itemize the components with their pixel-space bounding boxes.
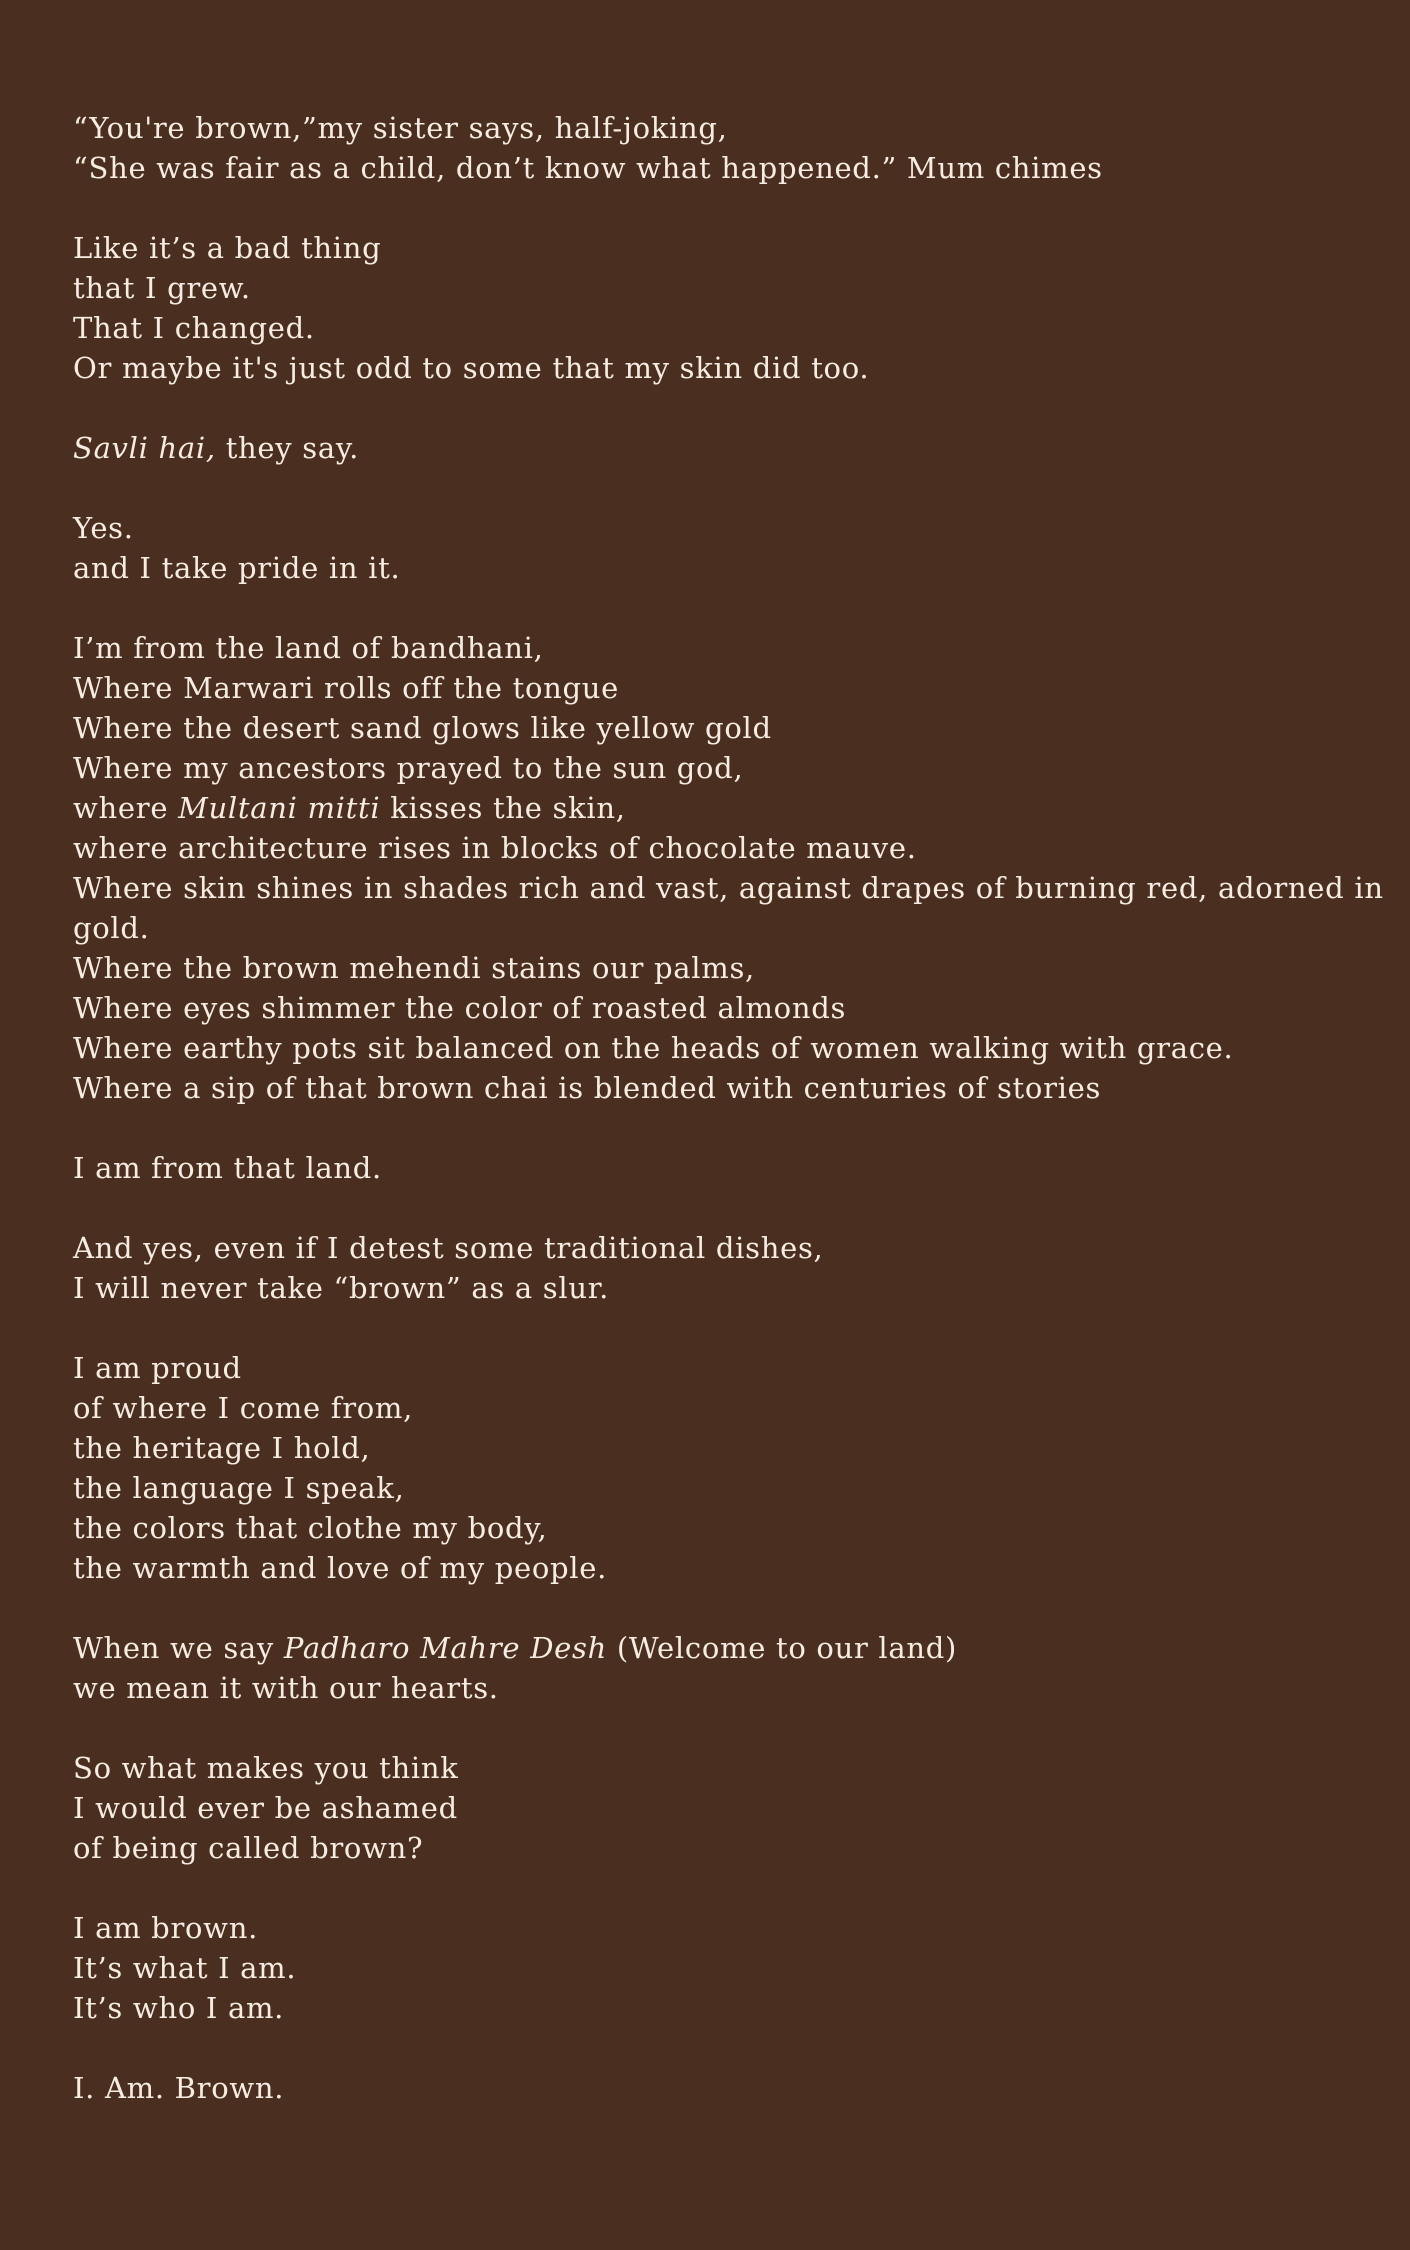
poem-line (73, 1628, 1393, 1668)
poem-line: and I take pride in it. (73, 551, 401, 585)
poem-line: It’s who I am. (73, 1991, 285, 2025)
stanza-10 (73, 1748, 1393, 1868)
stanza-8 (73, 1348, 1393, 1588)
poem-line: of being called brown? (73, 1831, 424, 1865)
poem-line: Where the brown mehendi stains our palms, (73, 951, 755, 985)
poem-line: “She was fair as a child, don’t know what happened.” Mum chimes (73, 151, 1103, 185)
poem-line: I. Am. Brown. (73, 2071, 285, 2105)
poem-line: It’s what I am. (73, 1951, 297, 1985)
poem-body (73, 108, 1393, 2148)
poem-line: the colors that clothe my body, (73, 1511, 548, 1545)
poem-line: I would ever be ashamed (73, 1791, 458, 1825)
line-text: kisses the skin, (380, 791, 626, 825)
poem-line: the heritage I hold, (73, 1431, 371, 1465)
poem-line: Where Marwari rolls off the tongue (73, 671, 620, 705)
poem-line: Or maybe it's just odd to some that my skin did too. (73, 351, 870, 385)
poem-line: Where eyes shimmer the color of roasted almonds (73, 991, 847, 1025)
stanza-11 (73, 1908, 1393, 2028)
italic-phrase: Padharo Mahre Desh (283, 1631, 607, 1665)
poem-line: I am brown. (73, 1911, 258, 1945)
italic-phrase: Savli hai, (73, 431, 216, 465)
poem-line: Yes. (73, 511, 134, 545)
stanza-2 (73, 228, 1393, 388)
poem-line: that I grew. (73, 271, 251, 305)
line-text: (Welcome to our land) (606, 1631, 958, 1665)
stanza-7 (73, 1228, 1393, 1308)
poem-line: Where the desert sand glows like yellow gold (73, 711, 772, 745)
poem-line: And yes, even if I detest some traditional dishes, (73, 1231, 824, 1265)
poem-line: I am from that land. (73, 1151, 382, 1185)
poem-line: Where my ancestors prayed to the sun god, (73, 751, 744, 785)
poem-line: So what makes you think (73, 1751, 459, 1785)
poem-line: That I changed. (73, 311, 315, 345)
stanza-12 (73, 2068, 1393, 2108)
poem-line: where architecture rises in blocks of chocolate mauve. (73, 831, 917, 865)
italic-phrase: Multani mitti (178, 791, 381, 825)
poem-line: Like it’s a bad thing (73, 231, 382, 265)
poem-line: Where earthy pots sit balanced on the heads of women walking with grace. (73, 1031, 1234, 1065)
poem-line: “You're brown,”my sister says, half-joking, (73, 111, 728, 145)
poem-line: we mean it with our hearts. (73, 1671, 499, 1705)
poem-line: of where I come from, (73, 1391, 414, 1425)
poem-line: the language I speak, (73, 1471, 405, 1505)
poem-line (73, 428, 1393, 468)
stanza-4 (73, 508, 1393, 588)
poem-line (73, 788, 1393, 828)
stanza-6 (73, 1148, 1393, 1188)
poem-line: the warmth and love of my people. (73, 1551, 607, 1585)
line-text: they say. (215, 431, 360, 465)
line-text: where (73, 791, 179, 825)
stanza-5 (73, 628, 1393, 1108)
stanza-3 (73, 428, 1393, 468)
poem-line: I am proud (73, 1351, 242, 1385)
line-text: When we say (73, 1631, 284, 1665)
poem-line: I will never take “brown” as a slur. (73, 1271, 609, 1305)
poem-line: Where a sip of that brown chai is blended with centuries of stories (73, 1071, 1102, 1105)
stanza-9 (73, 1628, 1393, 1708)
stanza-1 (73, 108, 1393, 188)
poem-line: I’m from the land of bandhani, (73, 631, 544, 665)
poem-line: Where skin shines in shades rich and vast, against drapes of burning red, adorned in gold. (73, 871, 1384, 945)
